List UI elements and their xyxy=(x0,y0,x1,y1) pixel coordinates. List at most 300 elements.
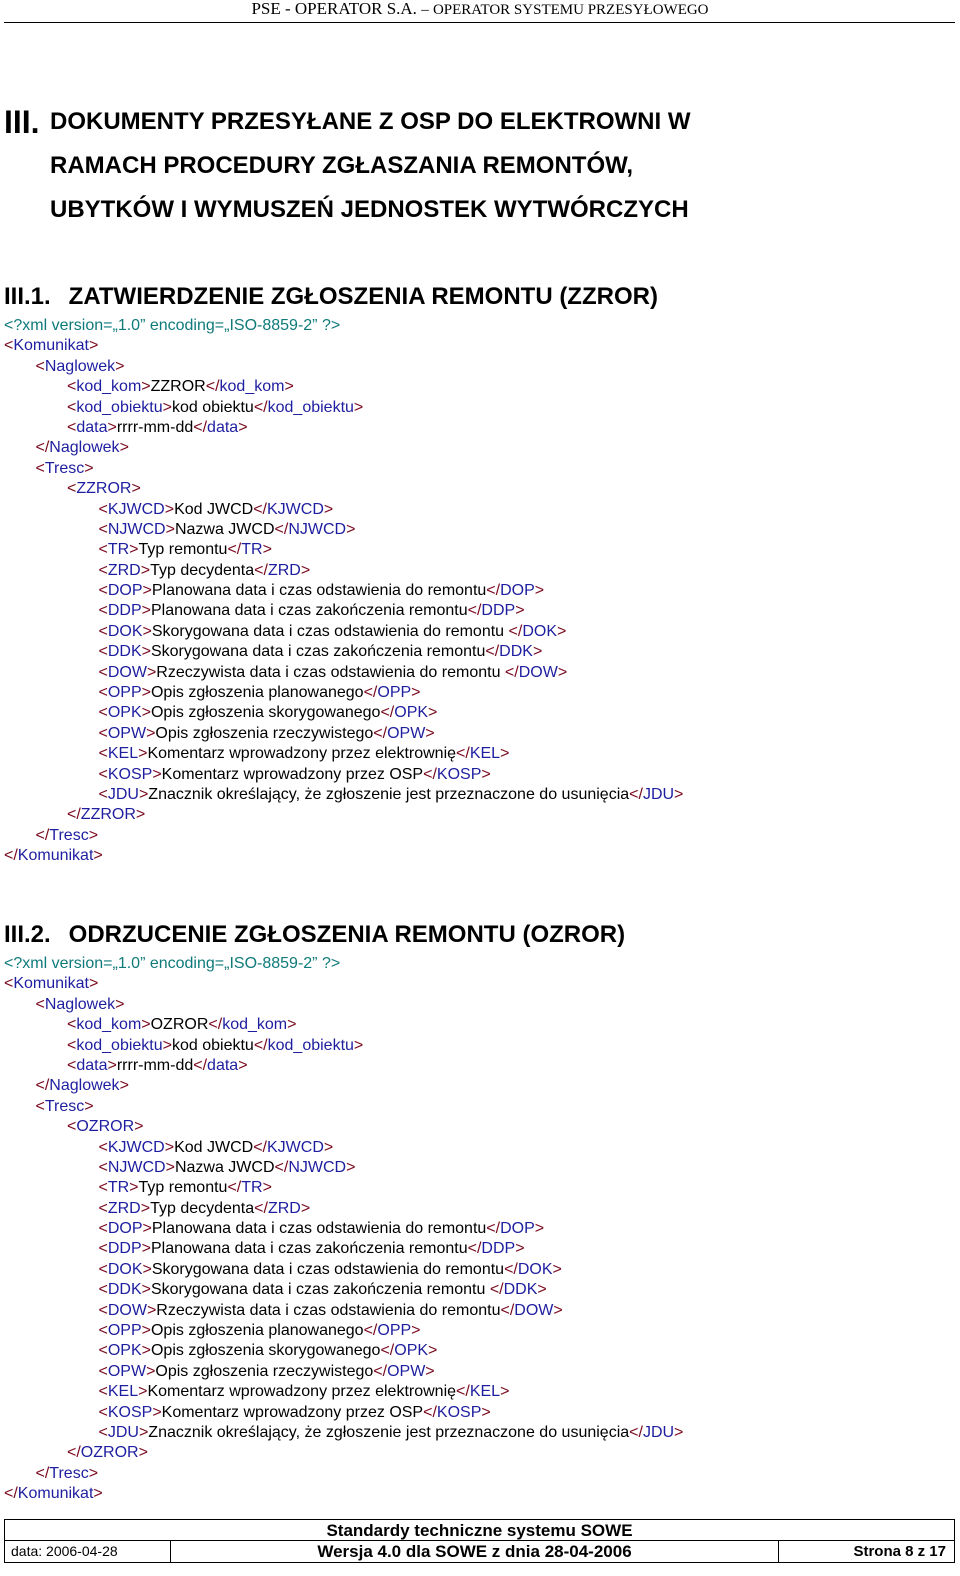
tag-bracket: < xyxy=(98,1362,108,1380)
xml-value: Rzeczywista data i czas odstawienia do remontu xyxy=(156,1301,501,1319)
xml-open-tag: DDK xyxy=(107,1281,142,1299)
xml-value: Znacznik określający, że zgłoszenie jest przeznaczone do usunięcia xyxy=(148,1423,630,1441)
tag-bracket: > xyxy=(674,785,684,803)
xml-open-tag: Tresc xyxy=(44,459,85,477)
xml-value: Skorygowana data i czas odstawienia do remontu xyxy=(151,622,509,640)
tag-bracket: > xyxy=(141,1342,151,1360)
tag-bracket: > xyxy=(300,561,311,579)
xml-open-tag: JDU xyxy=(107,785,139,803)
xml-open-tag: Naglowek xyxy=(44,357,116,375)
xml-declaration: <?xml version=„1.0” encoding=„ISO-8859-2” ?> xyxy=(4,317,341,334)
tag-bracket: </ xyxy=(253,500,267,518)
xml-open-tag: data xyxy=(76,1056,108,1074)
tag-bracket: </ xyxy=(227,1179,242,1197)
xml-line xyxy=(4,1056,683,1076)
tag-bracket: > xyxy=(141,704,151,722)
tag-bracket: > xyxy=(428,1342,438,1360)
xml-line xyxy=(4,1117,683,1137)
xml-declaration: <?xml version=„1.0” encoding=„ISO-8859-2” ?> xyxy=(4,955,341,972)
xml-line xyxy=(4,1301,683,1321)
section-1-xml-listing xyxy=(4,316,683,867)
xml-close-tag: Komunikat xyxy=(17,1485,94,1503)
tag-bracket: < xyxy=(67,1118,77,1136)
tag-bracket: > xyxy=(515,602,525,620)
tag-bracket: </ xyxy=(35,826,50,844)
tag-bracket: > xyxy=(146,724,156,742)
tag-bracket: </ xyxy=(486,1220,501,1238)
tag-bracket: > xyxy=(142,1220,152,1238)
tag-bracket: </ xyxy=(254,561,268,579)
tag-bracket: > xyxy=(134,1118,144,1136)
tag-bracket: </ xyxy=(254,1199,268,1217)
tag-bracket: > xyxy=(346,1158,356,1176)
xml-line xyxy=(4,1219,683,1239)
tag-bracket: < xyxy=(67,1036,77,1054)
xml-close-tag: kod_kom xyxy=(222,1016,288,1034)
tag-bracket: < xyxy=(98,1281,108,1299)
xml-open-tag: KOSP xyxy=(107,765,153,783)
tag-bracket: > xyxy=(164,1138,175,1156)
tag-bracket: > xyxy=(93,847,103,865)
xml-close-tag: JDU xyxy=(642,785,675,803)
tag-bracket: > xyxy=(164,500,175,518)
xml-line xyxy=(4,744,683,764)
xml-open-tag: OPW xyxy=(107,724,147,742)
tag-bracket: </ xyxy=(380,704,395,722)
xml-close-tag: OZROR xyxy=(80,1444,139,1462)
tag-bracket: < xyxy=(98,765,108,783)
xml-close-tag: data xyxy=(207,418,239,436)
tag-bracket: > xyxy=(140,561,151,579)
xml-value: Typ remontu xyxy=(138,1179,228,1197)
tag-bracket: > xyxy=(262,1179,272,1197)
tag-bracket: > xyxy=(88,975,99,993)
xml-line xyxy=(4,1362,683,1382)
xml-open-tag: JDU xyxy=(107,1423,139,1441)
xml-value: Opis zgłoszenia rzeczywistego xyxy=(155,724,374,742)
tag-bracket: > xyxy=(537,1281,547,1299)
tag-bracket: < xyxy=(67,398,77,416)
tag-bracket: > xyxy=(119,439,129,457)
xml-line xyxy=(4,601,683,621)
tag-bracket: > xyxy=(138,785,149,803)
tag-bracket: > xyxy=(138,745,148,763)
xml-open-tag: KJWCD xyxy=(107,1138,165,1156)
xml-close-tag: kod_obiektu xyxy=(267,1036,354,1054)
tag-bracket: > xyxy=(142,622,152,640)
xml-open-tag: ZRD xyxy=(107,561,141,579)
tag-bracket: < xyxy=(98,1199,108,1217)
chapter-number: III. xyxy=(4,104,40,140)
xml-close-tag: ZRD xyxy=(267,561,301,579)
xml-value: rrrr-mm-dd xyxy=(116,418,194,436)
xml-line xyxy=(4,1341,683,1361)
tag-bracket: </ xyxy=(629,1423,643,1441)
tag-bracket: > xyxy=(138,1444,148,1462)
xml-close-tag: DOP xyxy=(500,582,535,600)
tag-bracket: > xyxy=(162,398,172,416)
xml-line xyxy=(4,1403,683,1423)
tag-bracket: </ xyxy=(274,1158,289,1176)
xml-close-tag: ZRD xyxy=(267,1199,301,1217)
section-2-xml-listing xyxy=(4,954,683,1505)
tag-bracket: > xyxy=(552,1260,562,1278)
tag-bracket: > xyxy=(146,1362,156,1380)
tag-bracket: < xyxy=(98,643,108,661)
tag-bracket: > xyxy=(141,684,151,702)
xml-close-tag: DDP xyxy=(481,602,516,620)
tag-bracket: > xyxy=(107,418,117,436)
page-header xyxy=(0,0,960,24)
tag-bracket: > xyxy=(500,1383,510,1401)
tag-bracket: < xyxy=(67,480,77,498)
xml-close-tag: OPP xyxy=(377,1322,412,1340)
tag-bracket: > xyxy=(84,1097,94,1115)
tag-bracket: < xyxy=(98,684,108,702)
tag-bracket: </ xyxy=(67,806,81,824)
tag-bracket: > xyxy=(141,378,151,396)
tag-bracket: > xyxy=(141,602,151,620)
tag-bracket: > xyxy=(146,663,157,681)
tag-bracket: < xyxy=(98,1423,108,1441)
chapter-title-line-3: UBYTKÓW I WYMUSZEŃ JEDNOSTEK WYTWÓRCZYCH xyxy=(50,196,689,223)
tag-bracket: > xyxy=(141,1016,151,1034)
tag-bracket: > xyxy=(152,1403,162,1421)
tag-bracket: </ xyxy=(508,622,523,640)
tag-bracket: < xyxy=(98,1240,108,1258)
tag-bracket: > xyxy=(238,418,248,436)
tag-bracket: > xyxy=(129,1179,139,1197)
tag-bracket: < xyxy=(98,785,108,803)
xml-open-tag: DOP xyxy=(107,1220,143,1238)
section-1-heading: ZATWIERDZENIE ZGŁOSZENIA REMONTU (ZZROR) xyxy=(68,283,658,310)
tag-bracket: < xyxy=(35,995,45,1013)
xml-line xyxy=(4,1158,683,1178)
tag-bracket: > xyxy=(534,1220,545,1238)
xml-open-tag: KEL xyxy=(107,745,139,763)
xml-open-tag: DDP xyxy=(107,1240,142,1258)
xml-close-tag: KEL xyxy=(469,745,501,763)
tag-bracket: > xyxy=(238,1056,248,1074)
xml-value: Skorygowana data i czas odstawienia do remontu xyxy=(151,1260,505,1278)
tag-bracket: < xyxy=(98,602,108,620)
tag-bracket: > xyxy=(481,765,491,783)
xml-line xyxy=(4,581,683,601)
tag-bracket: </ xyxy=(485,643,500,661)
xml-close-tag: DDP xyxy=(481,1240,516,1258)
tag-bracket: < xyxy=(67,418,77,436)
xml-line xyxy=(4,1382,683,1402)
xml-value: Planowana data i czas odstawienia do remontu xyxy=(151,1220,487,1238)
tag-bracket: > xyxy=(115,357,125,375)
xml-close-tag: kod_kom xyxy=(219,378,285,396)
tag-bracket: < xyxy=(67,378,77,396)
xml-open-tag: ZRD xyxy=(107,1199,141,1217)
xml-line xyxy=(4,459,683,479)
xml-value: Nazwa JWCD xyxy=(174,1158,275,1176)
tag-bracket: > xyxy=(534,582,545,600)
xml-open-tag: DOP xyxy=(107,582,143,600)
xml-line xyxy=(4,1076,683,1096)
tag-bracket: </ xyxy=(35,1077,50,1095)
xml-value: Opis zgłoszenia planowanego xyxy=(150,1322,364,1340)
xml-value: Typ remontu xyxy=(138,541,228,559)
tag-bracket: </ xyxy=(489,1281,504,1299)
xml-open-tag: OPP xyxy=(107,684,142,702)
xml-close-tag: KOSP xyxy=(436,765,482,783)
header-company: PSE - OPERATOR S.A. xyxy=(251,0,417,18)
tag-bracket: </ xyxy=(456,745,470,763)
xml-open-tag: KOSP xyxy=(107,1403,153,1421)
tag-bracket: </ xyxy=(253,1138,267,1156)
xml-line xyxy=(4,1199,683,1219)
xml-line xyxy=(4,377,683,397)
tag-bracket: > xyxy=(142,1260,152,1278)
xml-line xyxy=(4,846,683,866)
xml-close-tag: OPW xyxy=(387,1362,426,1380)
xml-close-tag: Naglowek xyxy=(49,1077,120,1095)
tag-bracket: </ xyxy=(193,1056,208,1074)
xml-close-tag: DOW xyxy=(514,1301,554,1319)
tag-bracket: </ xyxy=(504,663,519,681)
xml-line xyxy=(4,500,683,520)
xml-value: OZROR xyxy=(150,1016,209,1034)
tag-bracket: </ xyxy=(373,724,388,742)
tag-bracket: > xyxy=(146,1301,157,1319)
tag-bracket: > xyxy=(107,1056,117,1074)
xml-line xyxy=(4,785,683,805)
xml-close-tag: KJWCD xyxy=(267,500,324,518)
xml-value: Komentarz wprowadzony przez OSP xyxy=(161,1403,424,1421)
section-2-heading: ODRZUCENIE ZGŁOSZENIA REMONTU (OZROR) xyxy=(68,921,626,948)
tag-bracket: < xyxy=(98,1403,108,1421)
tag-bracket: < xyxy=(98,724,108,742)
tag-bracket: > xyxy=(88,1464,99,1482)
xml-line xyxy=(4,765,683,785)
tag-bracket: > xyxy=(262,541,272,559)
xml-line xyxy=(4,540,683,560)
tag-bracket: < xyxy=(98,1383,108,1401)
tag-bracket: </ xyxy=(423,765,437,783)
xml-line xyxy=(4,995,683,1015)
xml-open-tag: DOW xyxy=(107,1301,147,1319)
xml-close-tag: DOK xyxy=(522,622,557,640)
xml-line xyxy=(4,826,683,846)
tag-bracket: > xyxy=(346,520,356,538)
xml-close-tag: DOW xyxy=(518,663,558,681)
xml-line xyxy=(4,703,683,723)
footer-title: Standardy techniczne systemu SOWE xyxy=(5,1520,954,1541)
xml-line xyxy=(4,418,683,438)
xml-line xyxy=(4,1138,683,1158)
xml-open-tag: KJWCD xyxy=(107,500,165,518)
tag-bracket: < xyxy=(98,663,108,681)
xml-value: Opis zgłoszenia skorygowanego xyxy=(150,704,381,722)
xml-open-tag: kod_obiektu xyxy=(76,398,163,416)
tag-bracket: </ xyxy=(373,1362,388,1380)
xml-close-tag: ZZROR xyxy=(80,806,136,824)
xml-value: ZZROR xyxy=(150,378,206,396)
footer-version: Wersja 4.0 dla SOWE z dnia 28-04-2006 xyxy=(171,1541,779,1562)
tag-bracket: < xyxy=(98,745,108,763)
xml-value: Znacznik określający, że zgłoszenie jest przeznaczone do usunięcia xyxy=(148,785,630,803)
tag-bracket: > xyxy=(138,1423,149,1441)
xml-close-tag: data xyxy=(207,1056,239,1074)
xml-close-tag: kod_obiektu xyxy=(267,398,354,416)
tag-bracket: < xyxy=(98,704,108,722)
xml-open-tag: OPP xyxy=(107,1322,142,1340)
tag-bracket: < xyxy=(98,1138,108,1156)
xml-line xyxy=(4,1239,683,1259)
xml-open-tag: Komunikat xyxy=(13,337,89,355)
xml-line xyxy=(4,316,683,336)
xml-line xyxy=(4,642,683,662)
xml-open-tag: TR xyxy=(107,1179,130,1197)
xml-value: Skorygowana data i czas zakończenia remontu xyxy=(150,1281,490,1299)
xml-line xyxy=(4,479,683,499)
xml-open-tag: Tresc xyxy=(44,1097,85,1115)
tag-bracket: > xyxy=(323,500,334,518)
tag-bracket: </ xyxy=(4,847,18,865)
xml-line xyxy=(4,1260,683,1280)
tag-bracket: > xyxy=(353,398,364,416)
xml-value: Typ decydenta xyxy=(150,561,255,579)
xml-line xyxy=(4,1280,683,1300)
tag-bracket: </ xyxy=(380,1342,395,1360)
tag-bracket: > xyxy=(557,663,568,681)
xml-close-tag: DDK xyxy=(499,643,533,661)
tag-bracket: > xyxy=(411,1322,421,1340)
xml-value: Planowana data i czas odstawienia do remontu xyxy=(151,582,487,600)
xml-value: Typ decydenta xyxy=(150,1199,255,1217)
tag-bracket: > xyxy=(162,1036,172,1054)
page-footer xyxy=(4,1519,955,1563)
header-dash: – xyxy=(421,2,429,18)
xml-open-tag: OPW xyxy=(107,1362,147,1380)
xml-open-tag: KEL xyxy=(107,1383,139,1401)
chapter-title-line-2: RAMACH PROCEDURY ZGŁASZANIA REMONTÓW, xyxy=(50,152,634,179)
tag-bracket: > xyxy=(115,995,125,1013)
tag-bracket: > xyxy=(425,724,435,742)
xml-open-tag: data xyxy=(76,418,108,436)
xml-line xyxy=(4,1484,683,1504)
tag-bracket: </ xyxy=(193,418,208,436)
tag-bracket: < xyxy=(35,459,45,477)
xml-value: kod obiektu xyxy=(171,398,254,416)
tag-bracket: </ xyxy=(253,1036,268,1054)
xml-open-tag: ZZROR xyxy=(76,480,132,498)
xml-line xyxy=(4,1423,683,1443)
tag-bracket: </ xyxy=(253,398,268,416)
tag-bracket: > xyxy=(428,704,438,722)
tag-bracket: > xyxy=(129,541,139,559)
tag-bracket: > xyxy=(119,1077,129,1095)
tag-bracket: > xyxy=(300,1199,311,1217)
tag-bracket: > xyxy=(674,1423,684,1441)
tag-bracket: < xyxy=(98,622,108,640)
tag-bracket: </ xyxy=(67,1444,81,1462)
xml-line xyxy=(4,357,683,377)
xml-line xyxy=(4,1015,683,1035)
tag-bracket: > xyxy=(131,480,141,498)
xml-value: Nazwa JWCD xyxy=(174,520,275,538)
tag-bracket: > xyxy=(84,459,94,477)
tag-bracket: > xyxy=(287,1016,297,1034)
xml-line xyxy=(4,1036,683,1056)
tag-bracket: </ xyxy=(363,1322,378,1340)
xml-close-tag: DOK xyxy=(517,1260,553,1278)
xml-open-tag: DDP xyxy=(107,602,142,620)
tag-bracket: < xyxy=(98,1158,108,1176)
tag-bracket: </ xyxy=(363,684,378,702)
tag-bracket: > xyxy=(556,622,567,640)
xml-open-tag: OZROR xyxy=(76,1118,135,1136)
xml-line xyxy=(4,336,683,356)
header-subtitle: OPERATOR SYSTEMU PRZESYŁOWEGO xyxy=(432,2,709,18)
tag-bracket: > xyxy=(353,1036,364,1054)
xml-open-tag: DOW xyxy=(107,663,147,681)
tag-bracket: > xyxy=(481,1403,491,1421)
xml-close-tag: NJWCD xyxy=(288,1158,347,1176)
xml-value: Opis zgłoszenia planowanego xyxy=(150,684,364,702)
xml-value: Kod JWCD xyxy=(174,500,254,518)
section-2-title xyxy=(4,921,625,949)
tag-bracket: < xyxy=(98,520,108,538)
xml-value: kod obiektu xyxy=(171,1036,254,1054)
xml-open-tag: kod_obiektu xyxy=(76,1036,163,1054)
tag-bracket: > xyxy=(323,1138,334,1156)
tag-bracket: > xyxy=(553,1301,563,1319)
xml-close-tag: DOP xyxy=(500,1220,535,1238)
xml-line xyxy=(4,1321,683,1341)
footer-page-number: Strona 8 z 17 xyxy=(853,1543,946,1560)
xml-line xyxy=(4,622,683,642)
xml-line xyxy=(4,683,683,703)
tag-bracket: < xyxy=(67,1016,77,1034)
xml-close-tag: DDK xyxy=(503,1281,538,1299)
tag-bracket: < xyxy=(98,1179,108,1197)
tag-bracket: < xyxy=(98,561,108,579)
xml-close-tag: Tresc xyxy=(49,826,89,844)
xml-close-tag: OPK xyxy=(394,1342,429,1360)
tag-bracket: < xyxy=(98,1322,108,1340)
section-1-number: III.1. xyxy=(4,283,51,310)
xml-line xyxy=(4,1464,683,1484)
xml-close-tag: TR xyxy=(241,541,263,559)
tag-bracket: </ xyxy=(486,582,501,600)
tag-bracket: > xyxy=(88,826,99,844)
xml-close-tag: Naglowek xyxy=(49,439,120,457)
xml-close-tag: NJWCD xyxy=(288,520,347,538)
tag-bracket: > xyxy=(425,1362,435,1380)
tag-bracket: < xyxy=(98,500,108,518)
tag-bracket: > xyxy=(165,1158,175,1176)
xml-close-tag: KEL xyxy=(469,1383,501,1401)
footer-date: data: 2006-04-28 xyxy=(5,1541,171,1562)
tag-bracket: < xyxy=(4,337,14,355)
xml-line xyxy=(4,1178,683,1198)
tag-bracket: > xyxy=(165,520,175,538)
tag-bracket: < xyxy=(98,1260,108,1278)
xml-open-tag: DOK xyxy=(107,622,143,640)
xml-value: Opis zgłoszenia skorygowanego xyxy=(150,1342,381,1360)
tag-bracket: < xyxy=(4,975,14,993)
xml-value: Planowana data i czas zakończenia remontu xyxy=(150,1240,468,1258)
xml-close-tag: JDU xyxy=(642,1423,675,1441)
xml-line xyxy=(4,724,683,744)
xml-line xyxy=(4,1443,683,1463)
xml-line xyxy=(4,974,683,994)
